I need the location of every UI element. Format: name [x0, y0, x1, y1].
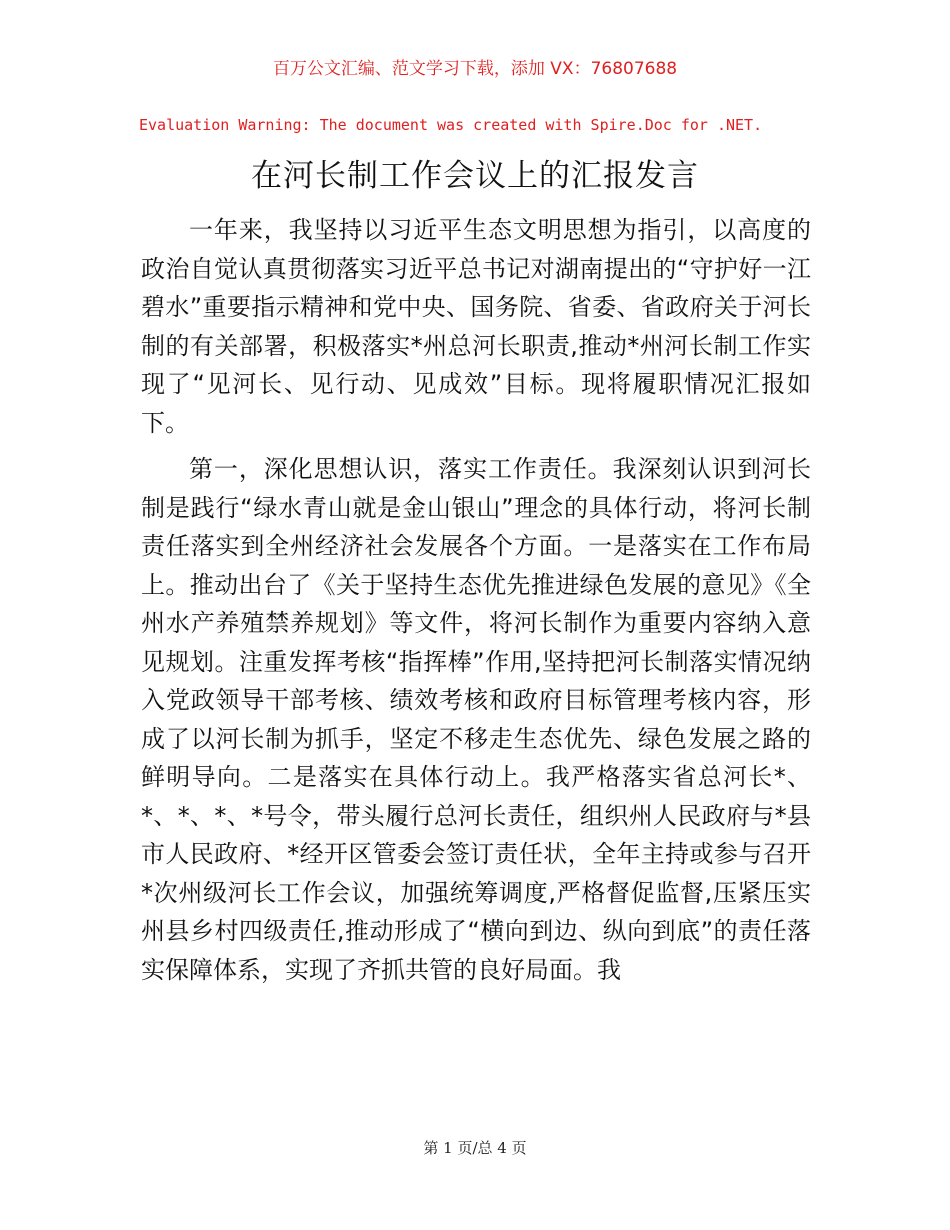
paragraph-intro: 一年来，我坚持以习近平生态文明思想为指引，以高度的政治自觉认真贯彻落实习近平总书记对湖南提出的“守护好一江碧水”重要指示精神和党中央、国务院、省委、省政府关于河长制的有关部署，积极落实*州总河长职责,推动*州河长制工作实现了“见河长、见行动、见成效”目标。现将履职情况汇报如下。 — [141, 216, 811, 437]
document-title: 在河长制工作会议上的汇报发言 — [251, 158, 699, 194]
page-number: 第 1 页/总 4 页 — [423, 1139, 527, 1157]
paragraph-section-one: 第一，深化思想认识，落实工作责任。我深刻认识到河长制是践行“绿水青山就是金山银山”理念的具体行动，将河长制责任落实到全州经济社会发展各个方面。一是落实在工作布局上。推动出台了《关于坚持生态优先推进绿色发展的意见》《全州水产养殖禁养规划》等文件，将河长制作为重要内容纳入意见规划。注重发挥考核“指挥棒”作用,坚持把河长制落实情况纳入党政领导干部考核、绩效考核和政府目标管理考核内容，形成了以河长制为抓手，坚定不移走生态优先、绿色发展之路的鲜明导向。二是落实在具体行动上。我严格落实省总河长*、*、*、*、*号令，带头履行总河长责任，组织州人民政府与*县市人民政府、*经开区管委会签订责任状，全年主持或参与召开*次州级河长工作会议，加强统筹调度,严格督促监督,压紧压实州县乡村四级责任,推动形成了“横向到边、纵向到底”的责任落实保障体系，实现了齐抓共管的良好局面。我 — [141, 455, 811, 984]
document-body — [141, 211, 811, 989]
evaluation-warning: Evaluation Warning: The document was created with Spire.Doc for .NET. — [139, 116, 763, 134]
header-banner: 百万公文汇编、范文学习下载，添加 VX：76807688 — [272, 59, 678, 79]
